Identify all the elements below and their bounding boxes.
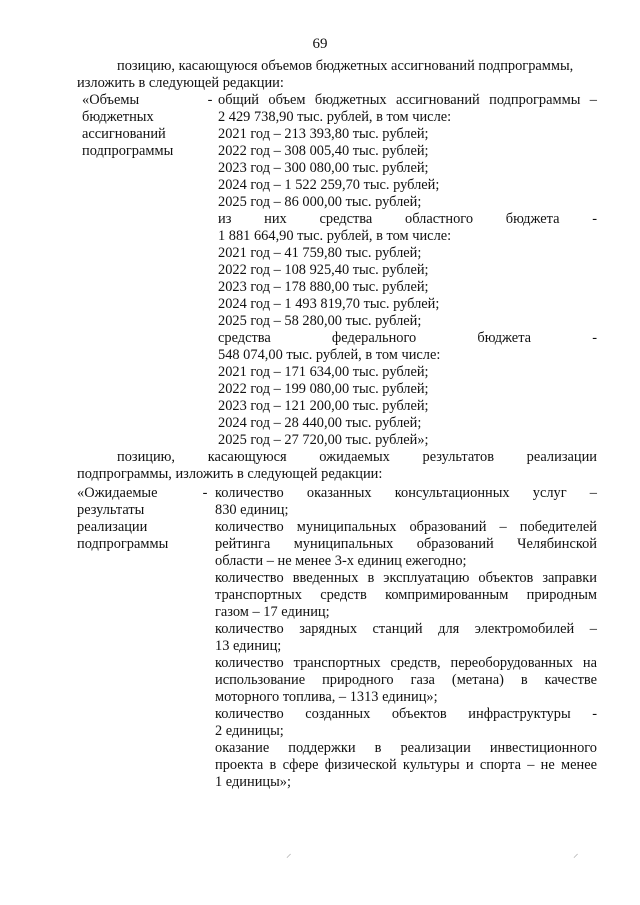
page-number: 69 [312,36,328,52]
scan-mark: ⸝ [573,848,579,860]
results-values: количество оказанных консультационных услуг – 830 единиц; количество муниципальных образований – победителей рейтинга муниципальных образований Челябинской области – не менее 3-х единиц ежегодно; количество введенных в эксплуатацию объектов заправки транспортных средств компримированным природным газом – 17 единиц; количество зарядных станций для электромобилей – 13 единиц; количество транспортных средств, переоборудованных на использование природного газа (метана) в качестве моторного топлива, – 1313 единиц»; количество созданных объектов инфраструктуры - 2 единицы; оказание поддержки в реализации инвестиционного проекта в сфере физической культуры и спорта – не менее 1 единицы»; [215,485,597,790]
document-body [77,58,597,791]
paragraph-line: подпрограммы, изложить в следующей редакции: [77,466,383,482]
budget-label: «Объемы бюджетных ассигнований подпрограммы [82,92,174,159]
separator-dash: - [207,92,213,108]
results-table [77,485,597,791]
paragraph-line: позицию, касающуюся объемов бюджетных ассигнований подпрограммы, [117,58,574,74]
scan-mark: ⸝ [286,848,292,860]
results-label: «Ожидаемые результаты реализации подпрограммы [77,485,169,552]
paragraph-line: изложить в следующей редакции: [77,75,284,91]
separator-dash: - [202,485,208,501]
paragraph-line: позицию, касающуюся ожидаемых результатов реализации [117,449,597,465]
budget-table [77,92,597,449]
budget-values: общий объем бюджетных ассигнований подпрограммы – 2 429 738,90 тыс. рублей, в том числе: 2021 год – 213 393,80 тыс. рублей; 2022 год – 308 005,40 тыс. рублей; 2023 год – 300 080,00 тыс. рублей; 2024 год – 1 522 259,70 тыс. рублей; 2025 год – 86 000,00 тыс. рублей; из них средства областного бюджета - 1 881 664,90 тыс. рублей, в том числе: 2021 год – 41 759,80 тыс. рублей; 2022 год – 108 925,40 тыс. рублей; 2023 год – 178 880,00 тыс. рублей; 2024 год – 1 493 819,70 тыс. рублей; 2025 год – 58 280,00 тыс. рублей; средства федерального бюджета - 548 074,00 тыс. рублей, в том числе: 2021 год – 171 634,00 тыс. рублей; 2022 год – 199 080,00 тыс. рублей; 2023 год – 121 200,00 тыс. рублей; 2024 год – 28 440,00 тыс. рублей; 2025 год – 27 720,00 тыс. рублей»; [218,92,597,448]
